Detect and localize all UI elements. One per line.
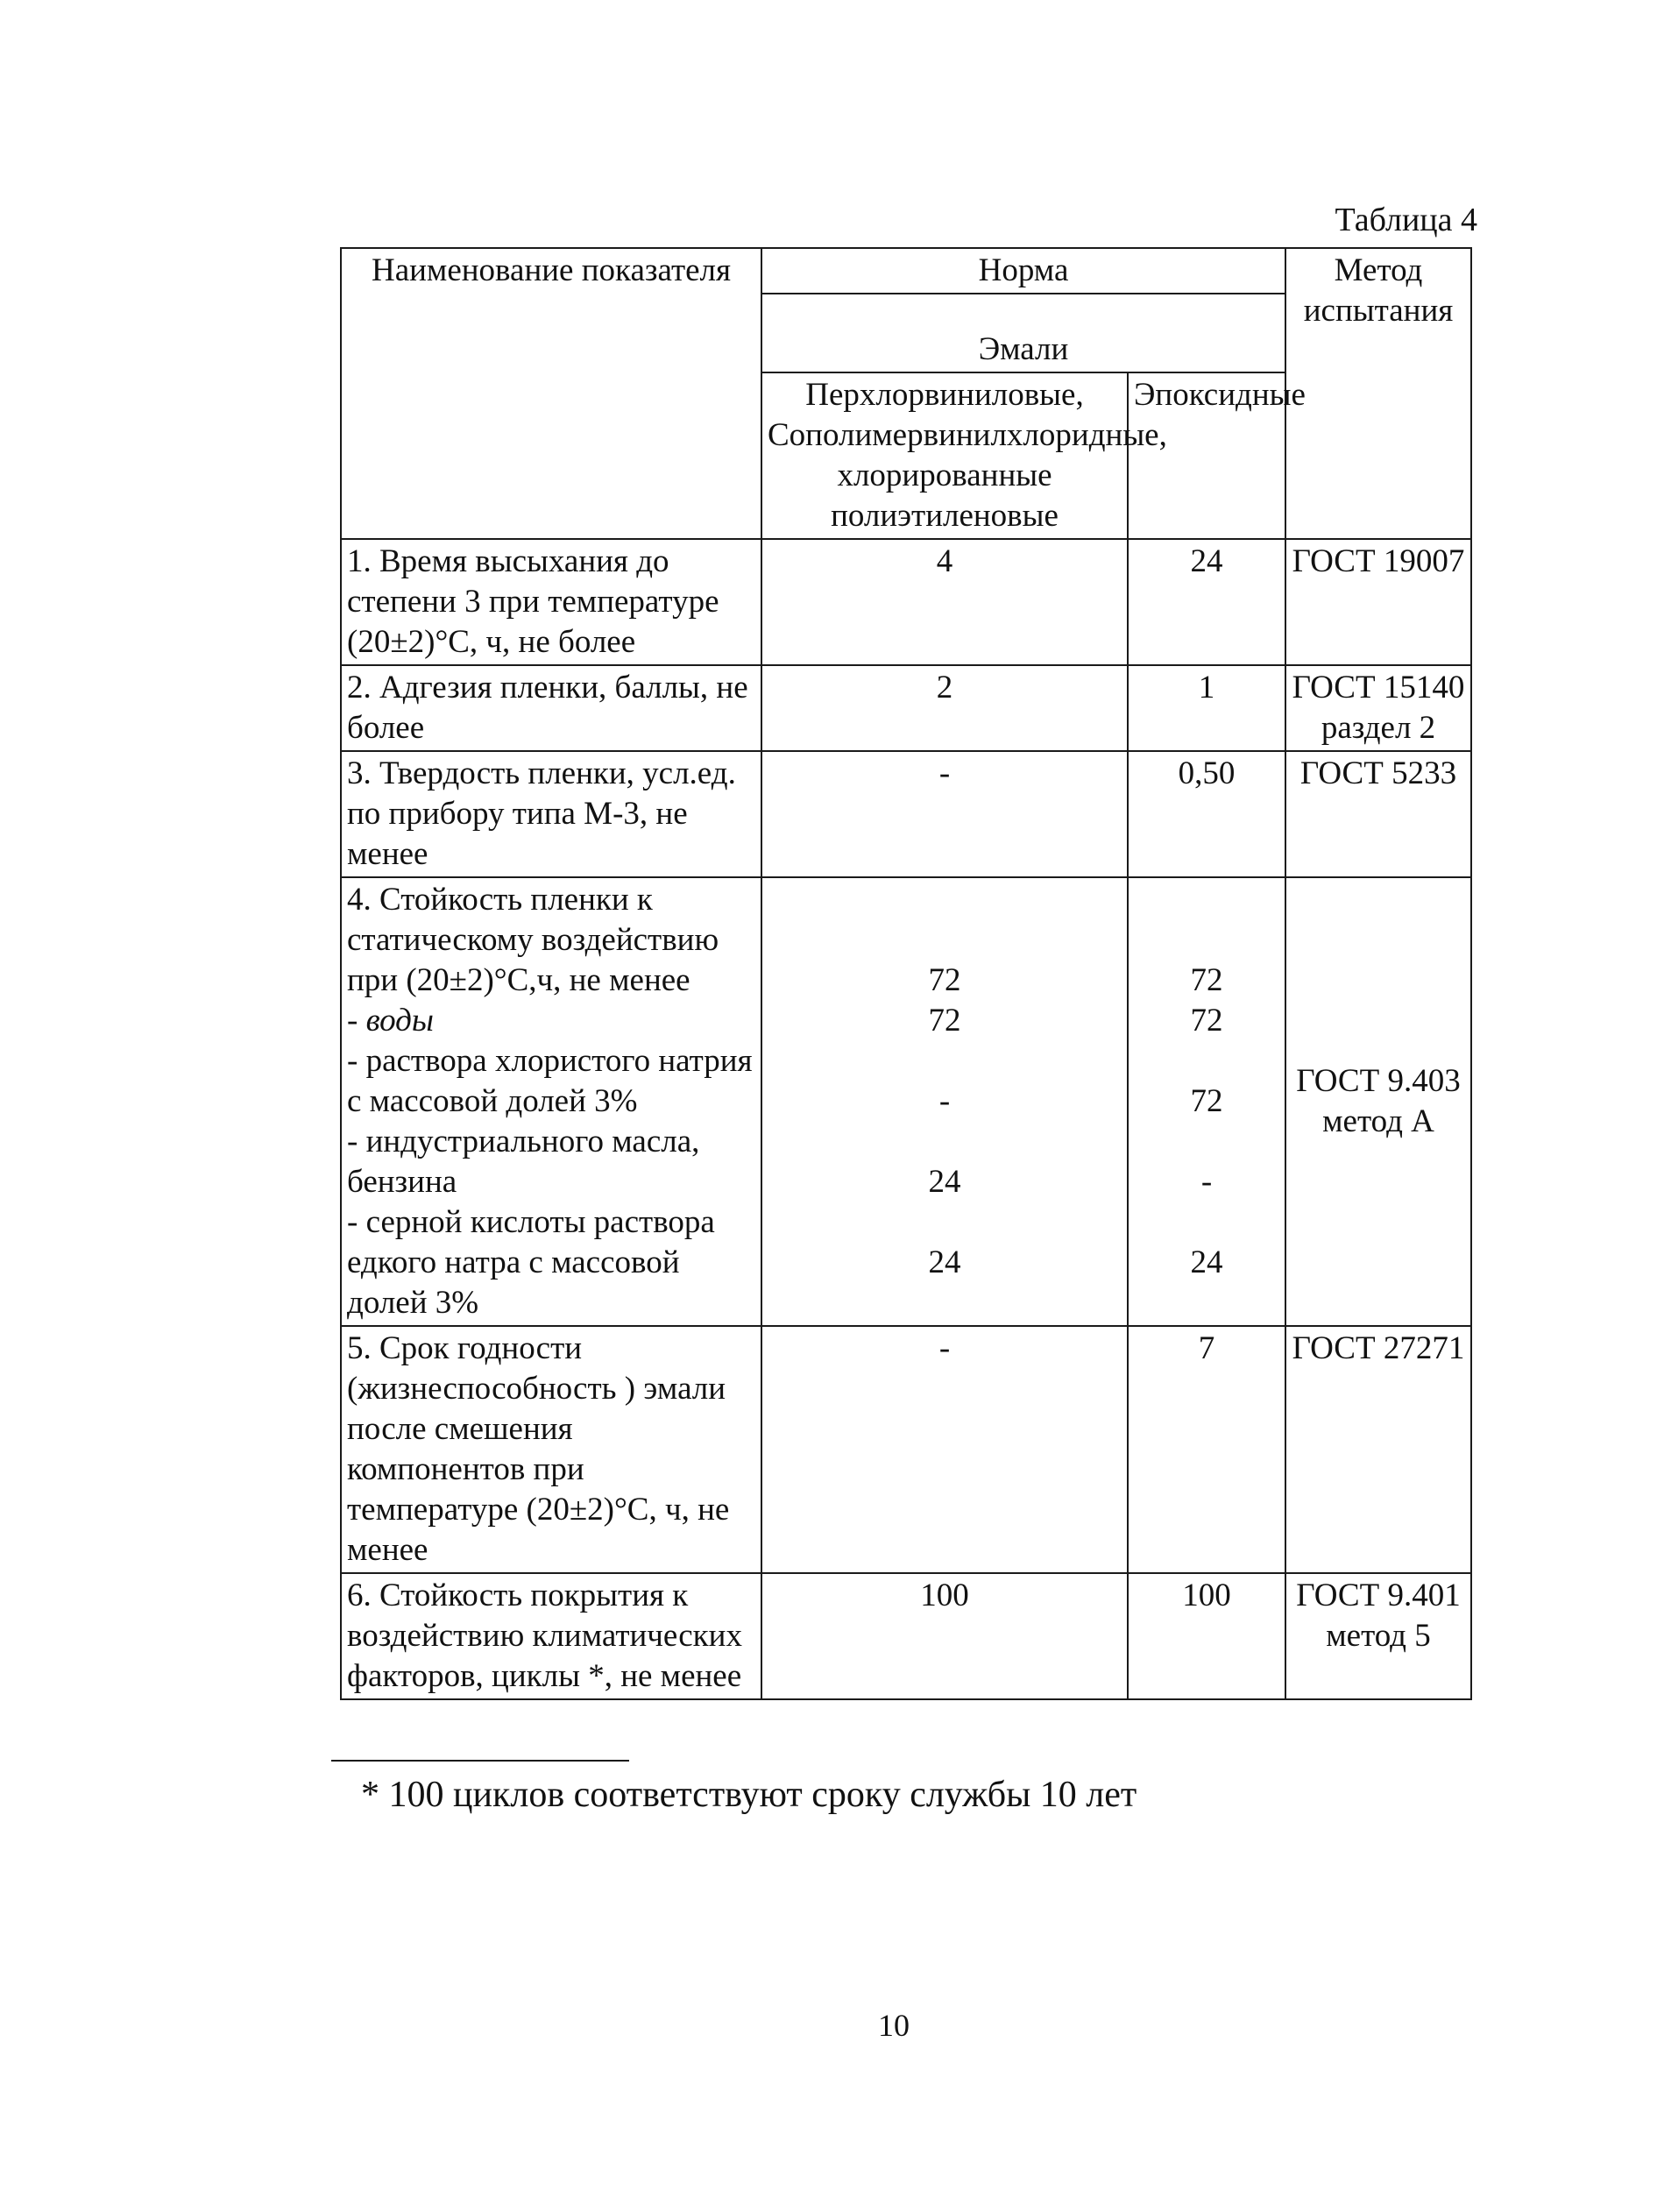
test-method: ГОСТ 19007 — [1285, 539, 1471, 665]
value-epoxy: 1 — [1128, 665, 1285, 751]
value-epoxy: 72 — [1190, 1083, 1223, 1119]
indicator-name-group — [341, 877, 761, 1326]
indicator-subitem: - воды — [347, 1003, 434, 1039]
table-row — [341, 751, 1471, 877]
indicator-subitem: - раствора хлористого натрия с массовой долей 3% — [347, 1043, 753, 1119]
test-method: ГОСТ 5233 — [1285, 751, 1471, 877]
value-perchlor: - — [938, 1083, 951, 1119]
header-norm: Норма — [761, 248, 1285, 294]
page-number: 10 — [878, 2008, 910, 2043]
indicator-subitem: - индустриального масла, бензина — [347, 1124, 700, 1200]
indicator-name: 2. Адгезия пленки, баллы, не более — [341, 665, 761, 751]
table-row — [341, 1573, 1471, 1699]
value-perchlor: 100 — [761, 1573, 1128, 1699]
table-row — [341, 539, 1471, 665]
value-epoxy: - — [1200, 1164, 1213, 1200]
value-epoxy: 7 — [1128, 1326, 1285, 1573]
indicator-name: 6. Стойкость покрытия к воздействию климатических факторов, циклы *, не менее — [341, 1573, 761, 1699]
indicator-subitem: - серной кислоты раствора едкого натра с массовой долей 3% — [347, 1204, 715, 1321]
table-row — [341, 665, 1471, 751]
table-row — [341, 877, 1471, 1326]
table-header-row — [341, 248, 1471, 294]
value-epoxy: 100 — [1128, 1573, 1285, 1699]
footnote: * 100 циклов соответствуют сроку службы 10 лет — [361, 1775, 1137, 1815]
table-row — [341, 1326, 1471, 1573]
indicator-name: 5. Срок годности (жизнеспособность ) эмали после смешения компонентов при температуре (20±2)°С, ч, не менее — [341, 1326, 761, 1573]
value-epoxy: 24 — [1128, 539, 1285, 665]
values-epoxy — [1128, 877, 1285, 1326]
value-perchlor: 72 — [928, 962, 961, 998]
header-indicator: Наименование показателя — [341, 248, 761, 539]
test-method: ГОСТ 9.401 метод 5 — [1285, 1573, 1471, 1699]
test-method: ГОСТ 15140 раздел 2 — [1285, 665, 1471, 751]
test-method: ГОСТ 27271 — [1285, 1326, 1471, 1573]
header-enamels: Эмали — [761, 294, 1285, 372]
value-epoxy: 72 — [1190, 962, 1223, 998]
value-perchlor: - — [761, 1326, 1128, 1573]
indicator-name: 4. Стойкость пленки к статическому воздействию при (20±2)°С,ч, не менее — [347, 882, 719, 998]
value-epoxy: 72 — [1190, 1003, 1223, 1039]
value-perchlor: 72 — [928, 1003, 961, 1039]
value-perchlor: 24 — [928, 1244, 961, 1280]
value-epoxy: 24 — [1190, 1244, 1223, 1280]
test-method: ГОСТ 9.403 метод А — [1285, 877, 1471, 1326]
specification-table — [340, 247, 1472, 1700]
table-caption: Таблица 4 — [1335, 202, 1477, 238]
values-perchlor — [761, 877, 1128, 1326]
footnote-divider — [331, 1760, 629, 1762]
value-perchlor: - — [761, 751, 1128, 877]
header-col-perchlor: Перхлорвиниловые, Сополимервинилхлоридные, хлорированные полиэтиленовые — [761, 372, 1128, 539]
indicator-name: 3. Твердость пленки, усл.ед. по прибору типа М-3, не менее — [341, 751, 761, 877]
value-epoxy: 0,50 — [1128, 751, 1285, 877]
value-perchlor: 2 — [761, 665, 1128, 751]
value-perchlor: 4 — [761, 539, 1128, 665]
value-perchlor: 24 — [928, 1164, 961, 1200]
header-method: Метод испытания — [1285, 248, 1471, 539]
header-col-epoxy: Эпоксидные — [1128, 372, 1285, 539]
indicator-name: 1. Время высыхания до степени 3 при температуре (20±2)°С, ч, не более — [341, 539, 761, 665]
